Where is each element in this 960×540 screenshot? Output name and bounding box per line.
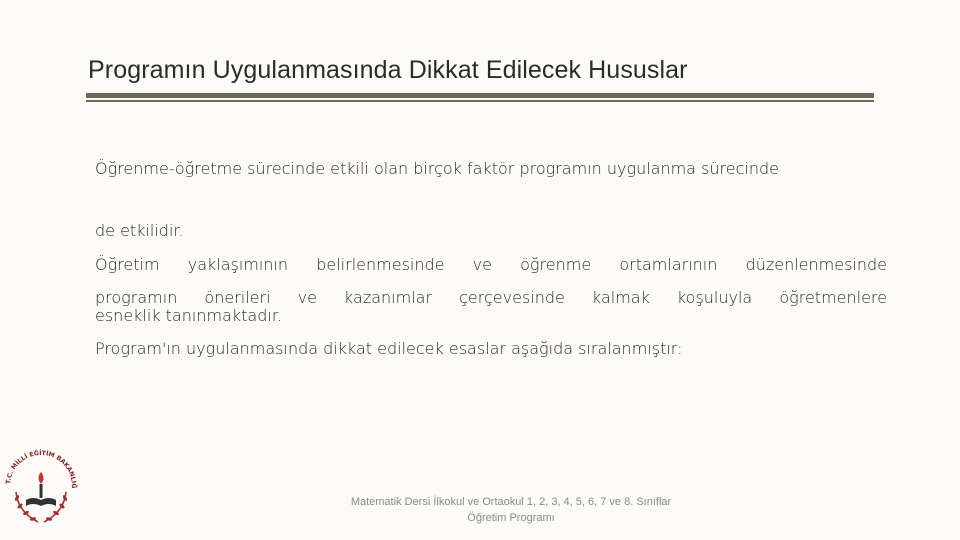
paragraph-2: de etkilidir. — [95, 221, 184, 240]
footer-program-subtitle: Öğretim Programı — [467, 512, 555, 524]
title-divider-thin — [86, 100, 874, 102]
footer-program-name: Matematik Dersi İlkokul ve Ortaokul 1, 2, 3, 4, 5, 6, 7 ve 8. Sınıflar — [350, 496, 672, 508]
seal-ring-text: T.C. MİLLİ EĞİTİM BAKANLIĞ — [5, 449, 78, 489]
paragraph-5: esneklik tanınmaktadır. — [95, 306, 283, 325]
paragraph-3: Öğretim yaklaşımının belirlenmesinde ve öğrenme ortamlarının düzenlenmesinde — [95, 255, 887, 274]
paragraph-4: programın önerileri ve kazanımlar çerçevesinde kalmak koşuluyla öğretmenlere — [95, 288, 887, 307]
paragraph-1: Öğrenme-öğretme sürecinde etkili olan birçok faktör programın uygulanma sürecinde — [95, 159, 779, 178]
title-divider-thick — [86, 93, 874, 98]
slide-title: Programın Uygulanmasında Dikkat Edilecek Hususlar — [88, 56, 688, 84]
paragraph-6: Program'ın uygulanmasında dikkat edilecek esaslar aşağıda sıralanmıştır: — [95, 339, 683, 358]
